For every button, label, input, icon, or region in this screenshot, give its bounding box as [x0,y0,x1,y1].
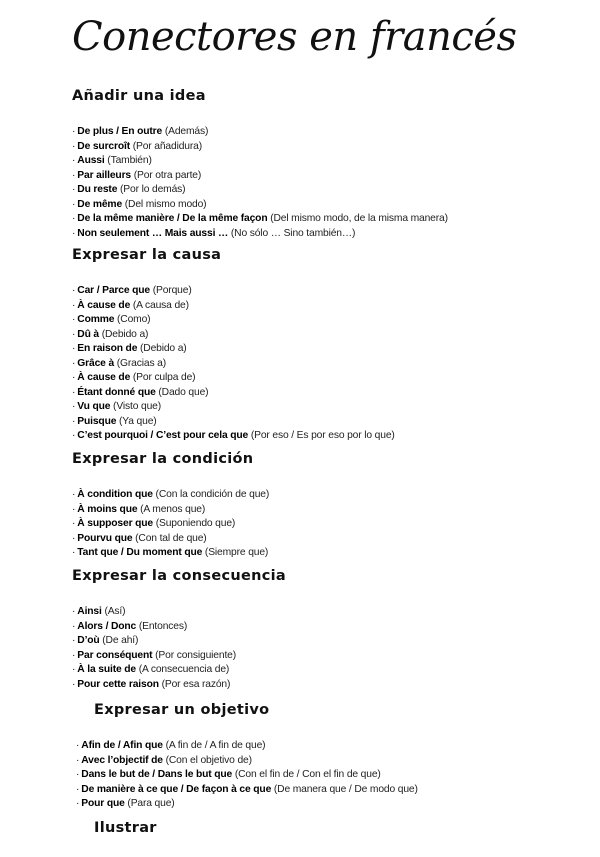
connector-fr: Pour cette raison [77,678,159,690]
connector-es: (Con el fin de / Con el fin de que) [234,769,381,780]
connector-fr: Pourvu que [77,532,133,544]
list-item: · Pourvu que (Con tal de que) [72,532,207,544]
connector-es: (Por esa razón) [161,678,231,690]
connector-es: (Así) [104,606,126,617]
connector-es: (Entonces) [138,620,188,632]
section-ilustrar [94,820,600,857]
connector-es: (Por añadidura) [132,140,203,152]
list-item: · Avec l’objectif de (Con el objetivo de) [76,754,252,766]
connector-list [72,284,592,444]
connector-fr: Non seulement … Mais aussi … [77,227,229,239]
connector-fr: À condition que [77,489,153,500]
connector-es: (Con el objetivo de) [165,754,252,766]
connector-list [72,125,592,241]
list-item: · Afin de / Afin que (A fin de / A fin de que) [76,740,266,751]
section-heading: Expresar la condición [72,451,254,467]
connector-es: (A causa de) [132,299,189,311]
connector-fr: D’où [77,635,100,646]
connector-fr: Afin de / Afin que [81,740,163,751]
connector-es: (A fin de / A fin de que) [165,740,266,751]
connector-fr: Aussi [77,155,105,166]
connector-fr: Dans le but de / Dans le but que [81,769,233,780]
connector-es: (Por lo demás) [120,184,186,195]
connector-fr: À cause de [77,299,131,311]
connector-es: (Siempre que) [204,547,269,558]
connector-fr: Du reste [77,184,118,195]
connector-fr: De surcroît [77,140,130,152]
connector-fr: À supposer que [77,518,153,529]
connector-es: (Del mismo modo) [124,198,207,210]
list-item: · Dans le but de / Dans le but que (Con el fin de / Con el fin de que) [76,769,381,780]
connector-fr: Puisque [77,415,117,427]
list-item: · Aussi (También) [72,155,152,166]
list-item: · Vu que (Visto que) [72,401,162,412]
list-item: · Par conséquent (Por consiguiente) [72,649,237,661]
list-item: · Dû à (Debido a) [72,328,149,340]
list-item: · C’est pourquoi / C’est pour cela que (Por eso / Es por eso por lo que) [72,430,395,441]
list-item: · De même (Del mismo modo) [72,198,207,210]
list-item: · Pour que (Para que) [76,798,175,809]
section-heading: Expresar la consecuencia [72,568,287,584]
connector-fr: Par conséquent [77,649,153,661]
section-condicion [72,451,592,561]
connector-es: (Porque) [152,285,192,296]
list-item: · À cause de (Por culpa de) [72,372,196,383]
section-objetivo [76,702,600,812]
connector-es: (No sólo … Sino también…) [230,227,356,239]
section-heading: Expresar un objetivo [94,702,270,718]
connector-es: (Ya que) [119,415,157,427]
connector-es: (Por otra parte) [133,169,202,181]
connector-es: (Con la condición de que) [155,489,270,500]
list-item: · Étant donné que (Dado que) [72,386,209,398]
list-item: · À condition que (Con la condición de que) [72,489,270,500]
connector-fr: De la même manière / De la même façon [77,213,268,224]
connector-es: (Además) [164,126,209,137]
connector-es: (Por eso / Es por eso por lo que) [250,430,395,441]
connector-fr: Alors / Donc [77,620,137,632]
list-item: · D’où (De ahí) [72,635,139,646]
connector-es: (De ahí) [102,635,139,646]
connector-list [72,488,592,561]
connector-es: (Por culpa de) [132,372,196,383]
list-item: · Car / Parce que (Porque) [72,285,192,296]
connector-es: (De manera que / De modo que) [273,783,418,795]
connector-es: (Gracias a) [116,357,167,369]
connector-fr: Car / Parce que [77,285,151,296]
connector-es: (Suponiendo que) [155,518,236,529]
list-item: · À cause de (A causa de) [72,299,189,311]
connector-es: (Dado que) [158,386,209,398]
list-item: · De manière à ce que / De façon à ce que (De manera que / De modo que) [76,783,418,795]
connector-fr: Grâce à [77,357,115,369]
list-item: · Ainsi (Así) [72,606,126,617]
connector-fr: De manière à ce que / De façon à ce que [81,783,272,795]
list-item: · Grâce à (Gracias a) [72,357,167,369]
connector-es: (Para que) [127,798,175,809]
list-item: · Alors / Donc (Entonces) [72,620,188,632]
connector-es: (Del mismo modo, de la misma manera) [270,213,448,224]
connector-es: (Por consiguiente) [155,649,237,661]
section-heading: Añadir una idea [72,88,206,104]
list-item: · Tant que / Du moment que (Siempre que) [72,547,269,558]
connector-fr: Dû à [77,328,99,340]
connector-es: (Visto que) [113,401,162,412]
list-item: · De la même manière / De la même façon (Del mismo modo, de la misma manera) [72,213,448,224]
section-anadir [72,88,592,241]
connector-fr: Pour que [81,798,125,809]
list-item: · Non seulement … Mais aussi … (No sólo … Sino también…) [72,227,356,239]
list-item: · En raison de (Debido a) [72,343,187,354]
connector-es: (A menos que) [140,503,206,515]
list-item: · Pour cette raison (Por esa razón) [72,678,231,690]
connector-fr: De même [77,198,123,210]
connector-es: (Debido a) [140,343,187,354]
connector-fr: Comme [77,314,115,325]
list-item: · À la suite de (A consecuencia de) [72,664,230,675]
section-causa [72,247,592,444]
connector-es: (A consecuencia de) [138,664,230,675]
connector-list [72,605,592,692]
list-item: · Comme (Como) [72,314,151,325]
connector-es: (También) [107,155,152,166]
connector-fr: Par ailleurs [77,169,132,181]
connector-fr: En raison de [77,343,138,354]
section-heading: Ilustrar [94,820,157,836]
list-item: · Par ailleurs (Por otra parte) [72,169,202,181]
section-heading: Expresar la causa [72,247,222,263]
connector-fr: C’est pourquoi / C’est pour cela que [77,430,249,441]
connector-fr: Vu que [77,401,111,412]
connector-fr: Étant donné que [77,386,156,398]
connector-es: (Como) [117,314,151,325]
list-item: · Puisque (Ya que) [72,415,157,427]
list-item: · De surcroît (Por añadidura) [72,140,203,152]
connector-fr: À la suite de [77,664,136,675]
connector-fr: Tant que / Du moment que [77,547,203,558]
section-consecuencia [72,568,592,692]
connector-fr: De plus / En outre [77,126,163,137]
list-item: · À supposer que (Suponiendo que) [72,518,236,529]
connector-es: (Debido a) [101,328,149,340]
list-item: · De plus / En outre (Además) [72,126,209,137]
connector-fr: À cause de [77,372,131,383]
connector-es: (Con tal de que) [135,532,207,544]
connector-list [76,739,600,812]
connector-fr: Ainsi [77,606,102,617]
connector-fr: À moins que [77,503,138,515]
connector-fr: Avec l’objectif de [81,754,163,766]
page-title: Conectores en francés [72,14,517,60]
list-item: · À moins que (A menos que) [72,503,206,515]
list-item: · Du reste (Por lo demás) [72,184,186,195]
